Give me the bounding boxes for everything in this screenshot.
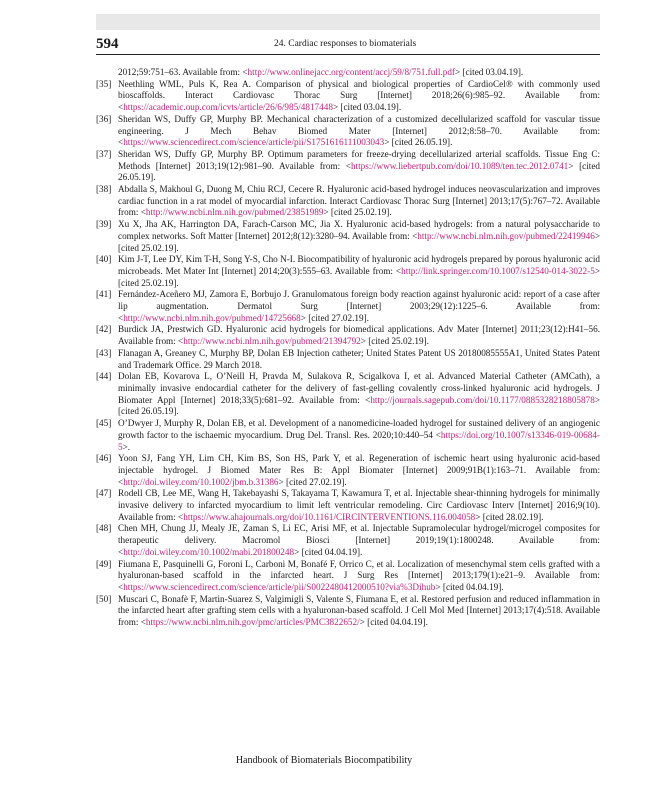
reference-list <box>96 67 600 629</box>
reference-link[interactable]: http://doi.wiley.com/10.1002/mabi.201800248 <box>123 546 295 557</box>
reference-link[interactable]: https://www.ncbi.nlm.nih.gov/pmc/articles/PMC3822652/ <box>145 617 360 628</box>
reference-number: [48] <box>96 523 112 534</box>
reference-text: Kim J-T, Lee DY, Kim T-H, Song Y-S, Cho N-I. Biocompatibility of hyaluronic acid hydrogels prepared by porous hyaluronic acid microbeads. Met Mater Int [Internet] 2014;20(3):555–63. Available from: < <box>118 254 600 276</box>
reference-text: Yoon SJ, Fang YH, Lim CH, Kim BS, Son HS, Park Y, et al. Regeneration of ischemic heart using hyaluronic acid-based injectable hydrogel. J Biomed Mater Res B: Appl Biomater [Internet] 2009;91B(1):163–71. Available from: < <box>118 453 600 487</box>
reference-citation-date: > [cited 26.05.19]. <box>118 394 600 417</box>
reference-link[interactable]: http://www.ncbi.nlm.nih.gov/pubmed/21394792 <box>183 336 361 347</box>
reference-item <box>96 67 600 79</box>
reference-item <box>96 149 600 184</box>
top-gray-bar <box>96 14 600 30</box>
reference-number: [40] <box>96 254 112 265</box>
reference-number: [37] <box>96 148 112 159</box>
reference-link[interactable]: https://www.ahajournals.org/doi/10.1161/CIRCINTERVENTIONS.116.004058 <box>183 511 476 522</box>
reference-number: [38] <box>96 184 112 195</box>
reference-citation-date: > [cited 25.02.19]. <box>118 230 600 253</box>
reference-text: Fiumana E, Pasquinelli G, Foroni L, Carboni M, Bonafé F, Orrico C, et al. Localization of mesenchymal stem cells grafted with a hyaluronan-based scaffold in the infarcted heart. J Surg Res [Internet] 2013;179(1):e21–9. Available from: < <box>118 558 600 592</box>
reference-link[interactable]: http://link.springer.com/10.1007/s12540-014-3022-5 <box>401 265 595 276</box>
reference-text: Fernández-Aceñero MJ, Zamora E, Borbujo J. Granulomatous foreign body reaction against hyaluronic acid: report of a case after lip augmentation. Dermatol Surg [Internet] 2003;29(12):1225–6. Available from: < <box>118 289 600 323</box>
reference-item <box>96 348 600 371</box>
reference-item <box>96 324 600 347</box>
running-title: 24. Cardiac responses to biomaterials <box>274 39 417 49</box>
footer-book-title: Handbook of Biomaterials Biocompatibility <box>235 755 413 766</box>
reference-citation-date: > [cited 25.02.19]. <box>118 265 600 288</box>
reference-item <box>96 523 600 558</box>
reference-link[interactable]: https://academic.oup.com/icvts/article/26/6/985/4817448 <box>123 102 333 113</box>
reference-number: [42] <box>96 324 112 335</box>
reference-citation-date: >. <box>122 441 131 452</box>
reference-link[interactable]: http://doi.wiley.com/10.1002/jbm.b.31386 <box>123 476 279 487</box>
reference-number: [41] <box>96 289 112 300</box>
reference-item <box>96 79 600 114</box>
reference-citation-date: > [cited 27.02.19]. <box>278 476 347 487</box>
reference-item <box>96 219 600 254</box>
reference-text: Chen MH, Chung JJ, Mealy JE, Zaman S, Li EC, Arisi MF, et al. Injectable Supramolecular hydrogel/microgel composites for therapeutic delivery. Macromol Biosci [Internet] 2019;19(1):1800248. Available from: < <box>118 523 600 557</box>
reference-citation-date: > [cited 25.02.19]. <box>323 207 392 218</box>
reference-text: Flanagan A, Greaney C, Murphy BP, Dolan EB Injection catheter; United States Patent US 20180085555A1, United States Patent and Trademark Office. 29 March 2018. <box>118 347 600 370</box>
reference-item <box>96 488 600 523</box>
reference-text: Rodell CB, Lee ME, Wang H, Takebayashi S, Takayama T, Kawamura T, et al. Injectable shear-thinning hydrogels for minimally invasive delivery to infarcted myocardium to limit left ventricular remodeling. Circ Cardiovasc Interv [Internet] 2016;9(10). Available from: < <box>118 488 600 522</box>
reference-text: O’Dwyer J, Murphy R, Dolan EB, et al. Development of a nanomedicine-loaded hydrogel for sustained delivery of an angiogenic growth factor to the ischaemic myocardium. Drug Del. Transl. Res. 2020;10:440–54 < <box>118 418 600 440</box>
reference-citation-date: > [cited 27.02.19]. <box>300 312 369 323</box>
reference-link[interactable]: https://www.sciencedirect.com/science/article/pii/S1751616111003043 <box>123 137 385 148</box>
reference-number: [35] <box>96 78 112 89</box>
reference-link[interactable]: http://www.onlinejacc.org/content/accj/59/8/751.full.pdf <box>247 67 455 77</box>
reference-item <box>96 594 600 629</box>
reference-citation-date: > [cited 28.02.19]. <box>475 511 544 522</box>
reference-item <box>96 453 600 488</box>
page-number: 594 <box>96 36 119 52</box>
reference-number: [49] <box>96 558 112 569</box>
reference-link[interactable]: http://www.ncbi.nlm.nih.gov/pubmed/14725668 <box>123 312 301 323</box>
reference-item <box>96 114 600 149</box>
reference-text: Neethling WML, Puls K, Rea A. Comparison of physical and biological properties of CardioCel® with commonly used bioscaffolds. Interact Cardiovasc Thorac Surg [Internet] 2018;26(6):985–92. Available from: < <box>118 78 600 113</box>
reference-text: Xu X, Jha AK, Harrington DA, Farach-Carson MC, Jia X. Hyaluronic acid-based hydrogels: from a natural polysaccharide to complex networks. Soft Matter [Internet] 2012;8(12):3280–94. Available from: < <box>118 219 600 241</box>
reference-citation-date: > [cited 03.04.19]. <box>332 102 402 113</box>
reference-number: [47] <box>96 488 112 499</box>
reference-citation-date: > [cited 26.05.19]. <box>118 160 600 183</box>
reference-number: [44] <box>96 371 112 382</box>
reference-citation-date: > [cited 26.05.19]. <box>384 137 453 148</box>
reference-link[interactable]: https://doi.org/10.1007/s13346-019-00684-5 <box>118 429 600 452</box>
reference-link[interactable]: https://www.sciencedirect.com/science/article/pii/S0022480412000510?via%3Dihub <box>123 581 436 592</box>
reference-item <box>96 418 600 453</box>
reference-link[interactable]: http://www.ncbi.nlm.nih.gov/pubmed/22419946 <box>417 230 595 241</box>
reference-citation-date: > [cited 04.04.19]. <box>435 581 504 592</box>
reference-text: Abdalla S, Makhoul G, Duong M, Chiu RCJ, Cecere R. Hyaluronic acid-based hydrogel induces neovascularization and improves cardiac function in a rat model of myocardial infarction. Interact Cardiovasc Thorac Surg [Internet] 2013;17(5):767–72. Available from: < <box>118 184 600 218</box>
reference-item <box>96 371 600 418</box>
reference-citation-date: > [cited 04.04.19]. <box>359 617 428 628</box>
reference-text: Burdick JA, Prestwich GD. Hyaluronic acid hydrogels for biomedical applications. Adv Mater [Internet] 2011;23(12):H41–56. Available from: < <box>118 324 600 347</box>
header-rule <box>96 54 600 55</box>
reference-number: [46] <box>96 453 112 464</box>
reference-text: Sheridan WS, Duffy GP, Murphy BP. Mechanical characterization of a customized decellularized scaffold for vascular tissue engineering. J Mech Behav Biomed Mater [Internet] 2012;8:58–70. Available from: < <box>118 113 600 148</box>
reference-number: [43] <box>96 347 112 358</box>
reference-number: [50] <box>96 593 112 604</box>
reference-citation-date: > [cited 25.02.19]. <box>360 336 429 347</box>
reference-number: [39] <box>96 219 112 230</box>
reference-number: [45] <box>96 418 112 429</box>
reference-item <box>96 254 600 289</box>
page-header <box>96 36 600 54</box>
reference-link[interactable]: http://www.ncbi.nlm.nih.gov/pubmed/23851989 <box>145 207 324 218</box>
reference-citation-date: > [cited 03.04.19]. <box>454 67 524 77</box>
reference-text: Muscari C, Bonafè F, Martin-Suarez S, Valgimigli S, Valente S, Fiumana E, et al. Restored perfusion and reduced inflammation in the infarcted heart after grafting stem cells with a hyaluronan-based scaffold. J Cell Mol Med [Internet] 2013;17(4):518. Available from: < <box>118 593 600 628</box>
reference-text: Dolan EB, Kovarova L, O’Neill H, Pravda M, Sulakova R, Scigalkova I, et al. Advanced Material Catheter (AMCath), a minimally invasive endocardial catheter for the delivery of fast-gelling covalently cross-linked hyaluronic acid hydrogels. J Biomater Appl [Internet] 2018;33(5):681–92. Available from: < <box>118 371 600 405</box>
reference-link[interactable]: http://journals.sagepub.com/doi/10.1177/0885328218805878 <box>370 394 595 405</box>
reference-number: [36] <box>96 113 112 124</box>
reference-item <box>96 289 600 324</box>
reference-link[interactable]: https://www.liebertpub.com/doi/10.1089/ten.tec.2012.0741 <box>350 160 569 171</box>
reference-text: Sheridan WS, Duffy GP, Murphy BP. Optimum parameters for freeze-drying decellularized arterial scaffolds. Tissue Eng C: Methods [Internet] 2013;19(12):981–90. Available from: < <box>118 148 600 171</box>
reference-item <box>96 559 600 594</box>
reference-item <box>96 184 600 219</box>
reference-citation-date: > [cited 04.04.19]. <box>294 546 363 557</box>
reference-text: 2012;59:751–63. Available from: < <box>118 67 248 77</box>
